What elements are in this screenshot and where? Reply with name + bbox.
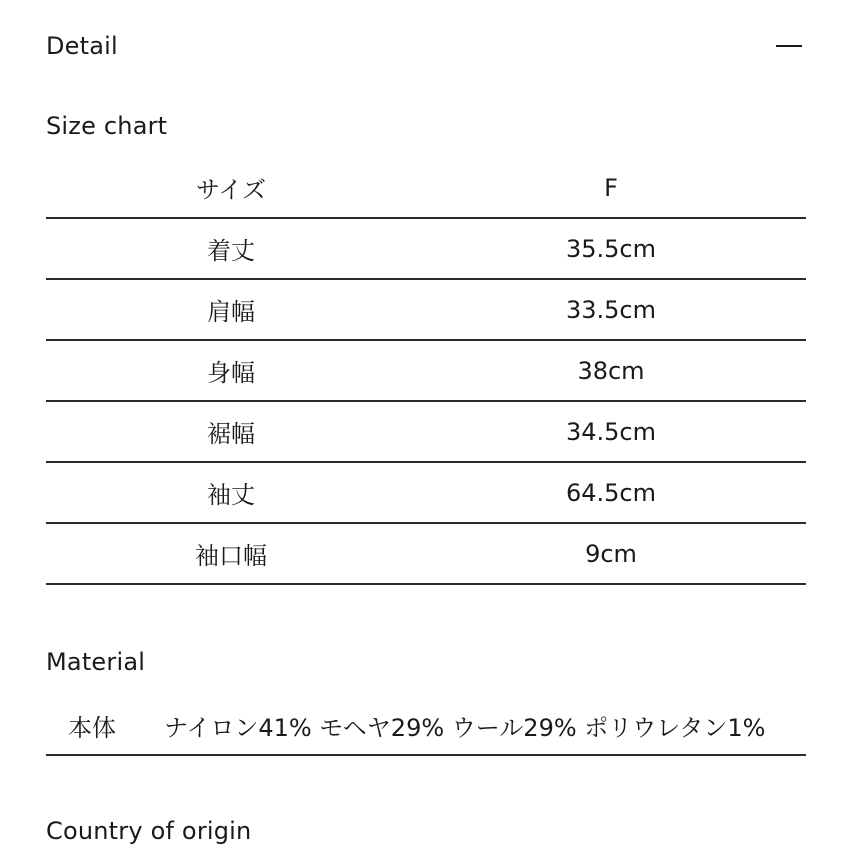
measurement-value: 38cm (416, 340, 806, 401)
minus-icon[interactable] (776, 45, 802, 47)
size-header-value: F (416, 158, 806, 218)
table-row (46, 462, 806, 523)
measurement-label: 裾幅 (46, 401, 416, 462)
material-part-label: 本体 (68, 713, 116, 742)
measurement-label: 袖丈 (46, 462, 416, 523)
measurement-value: 35.5cm (416, 218, 806, 279)
measurement-label: 肩幅 (46, 279, 416, 340)
size-chart-header-row (46, 158, 806, 218)
material-row (46, 696, 806, 756)
table-row (46, 340, 806, 401)
table-row (46, 279, 806, 340)
measurement-label: 着丈 (46, 218, 416, 279)
table-row (46, 218, 806, 279)
measurement-value: 9cm (416, 523, 806, 584)
measurement-value: 33.5cm (416, 279, 806, 340)
measurement-value: 34.5cm (416, 401, 806, 462)
size-chart-table (46, 158, 806, 585)
size-header-label: サイズ (46, 158, 416, 218)
table-row (46, 523, 806, 584)
detail-title: Detail (46, 32, 118, 60)
measurement-label: 身幅 (46, 340, 416, 401)
detail-accordion-header[interactable] (46, 24, 806, 68)
country-of-origin-title: Country of origin (46, 817, 252, 845)
table-row (46, 401, 806, 462)
measurement-value: 64.5cm (416, 462, 806, 523)
material-title: Material (46, 648, 146, 676)
measurement-label: 袖口幅 (46, 523, 416, 584)
material-composition: ナイロン41% モヘヤ29% ウール29% ポリウレタン1% (164, 713, 766, 742)
size-chart-title: Size chart (46, 112, 168, 140)
